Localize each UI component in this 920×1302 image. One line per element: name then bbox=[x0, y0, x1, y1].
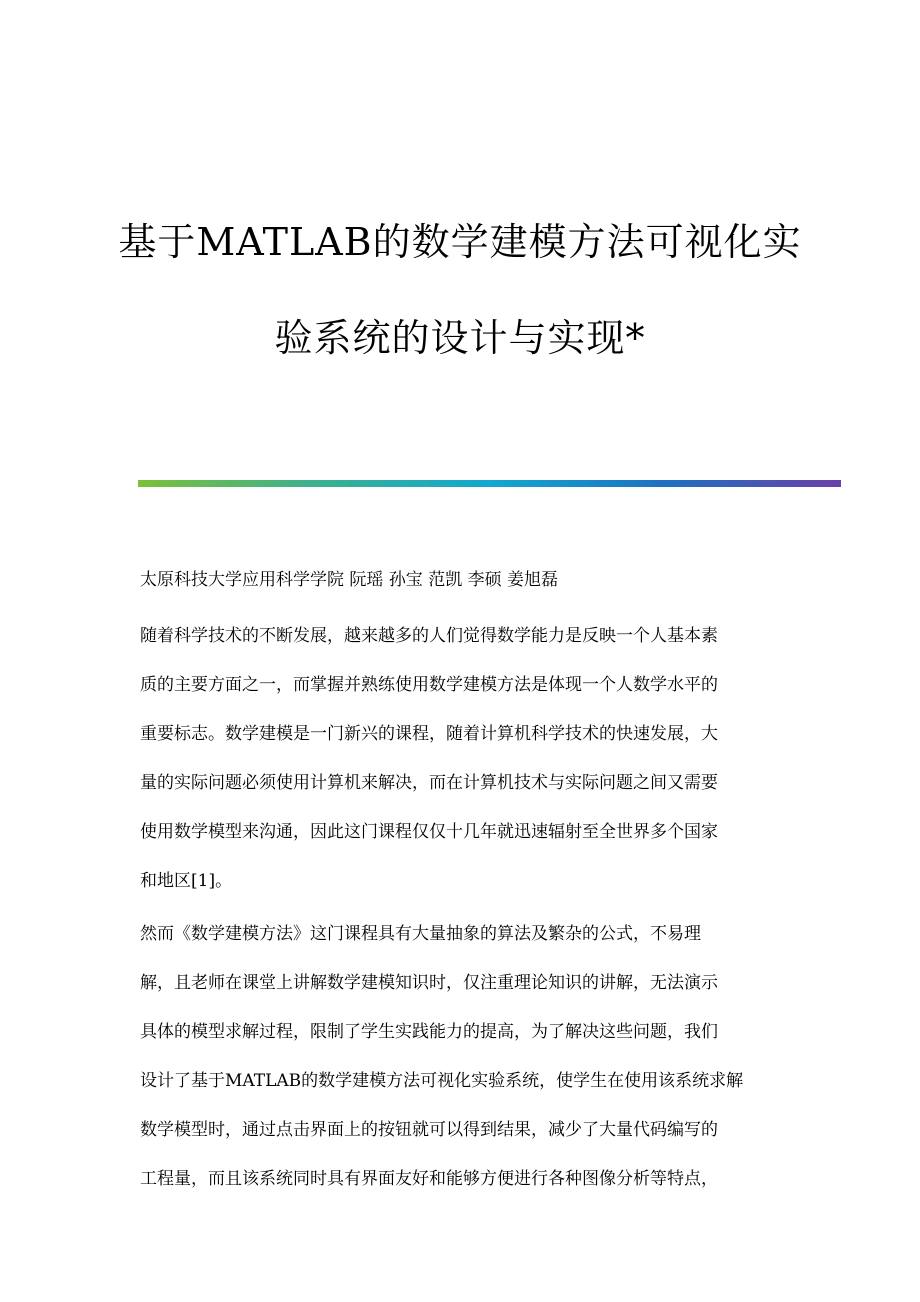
paragraph-line: 具体的模型求解过程，限制了学生实践能力的提高，为了解决这些问题，我们 bbox=[140, 1022, 718, 1042]
paragraph-line: 随着科学技术的不断发展，越来越多的人们觉得数学能力是反映一个人基本素 bbox=[140, 626, 718, 646]
title-line-2: 验系统的设计与实现* bbox=[274, 316, 646, 360]
paragraph-line: 然而《数学建模方法》这门课程具有大量抽象的算法及繁杂的公式，不易理 bbox=[140, 924, 701, 944]
paragraph-line: 数学模型时，通过点击界面上的按钮就可以得到结果，减少了大量代码编写的 bbox=[140, 1120, 718, 1140]
paragraph-line: 和地区[1]。 bbox=[140, 871, 233, 891]
paragraph-line: 质的主要方面之一，而掌握并熟练使用数学建模方法是体现一个人数学水平的 bbox=[140, 675, 718, 695]
affiliation-line: 太原科技大学应用科学学院 阮瑶 孙宝 范凯 李硕 姜旭磊 bbox=[140, 570, 559, 590]
paragraph-line: 解，且老师在课堂上讲解数学建模知识时，仅注重理论知识的讲解，无法演示 bbox=[140, 973, 718, 993]
title-line-1: 基于MATLAB的数学建模方法可视化实 bbox=[118, 220, 802, 264]
paragraph-line: 设计了基于MATLAB的数学建模方法可视化实验系统，使学生在使用该系统求解 bbox=[140, 1071, 744, 1091]
paragraph-line: 工程量，而且该系统同时具有界面友好和能够方便进行各种图像分析等特点， bbox=[140, 1169, 718, 1189]
paragraph-line: 重要标志。数学建模是一门新兴的课程，随着计算机科学技术的快速发展，大 bbox=[140, 724, 718, 744]
paragraph-line: 使用数学模型来沟通，因此这门课程仅仅十几年就迅速辐射至全世界多个国家 bbox=[140, 822, 718, 842]
paragraph-line: 量的实际问题必须使用计算机来解决，而在计算机技术与实际问题之间又需要 bbox=[140, 773, 718, 793]
gradient-divider bbox=[138, 480, 841, 487]
